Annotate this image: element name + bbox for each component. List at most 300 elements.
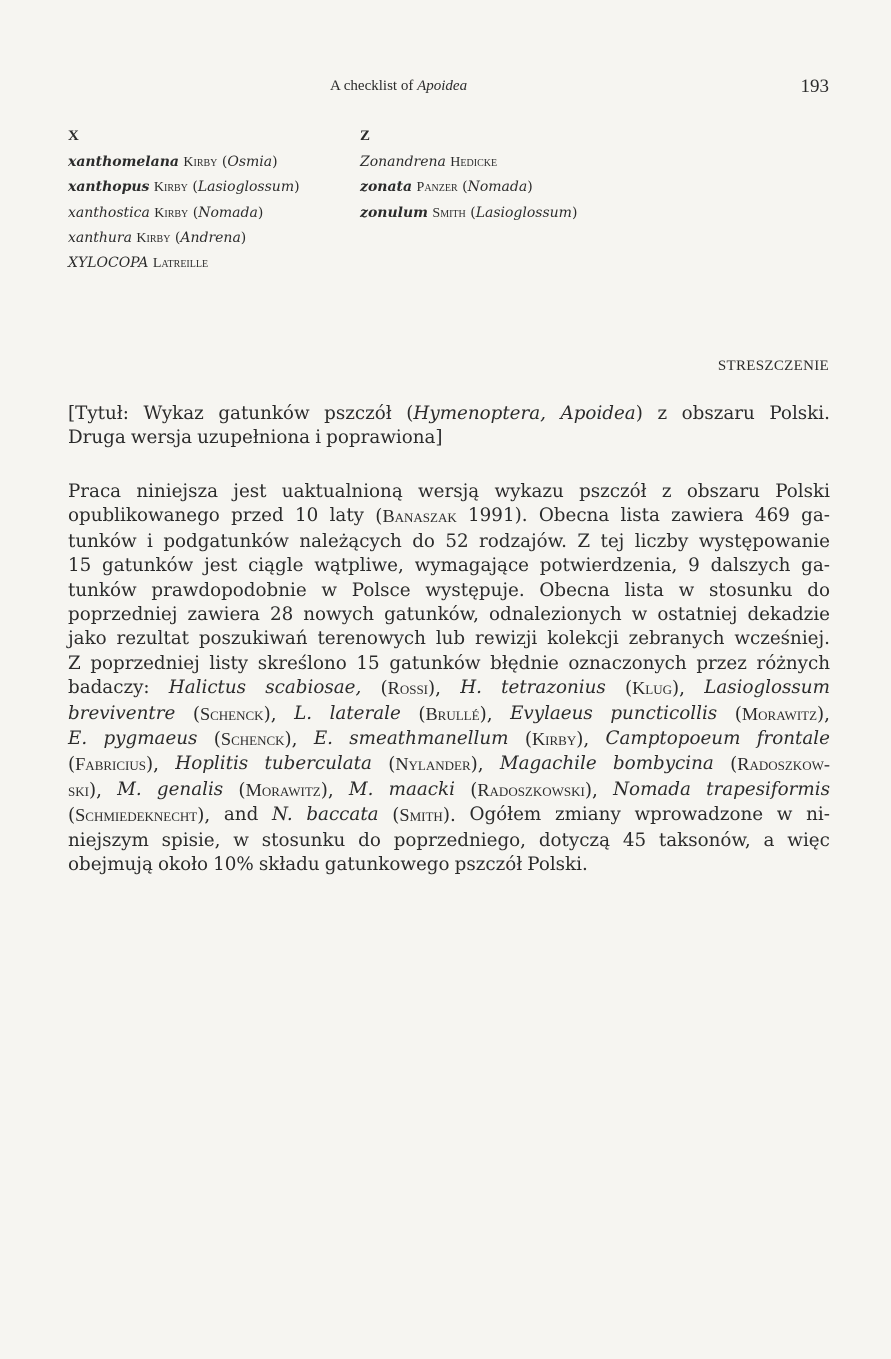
word: [568, 652, 686, 676]
word: [272, 803, 293, 828]
text-run: do: [412, 530, 435, 552]
text-run: ).: [442, 805, 456, 827]
word: [500, 752, 597, 777]
text-run: Polski.: [527, 854, 588, 876]
text-run: przed: [231, 505, 284, 527]
word: [375, 504, 456, 529]
section-letter: X: [68, 128, 79, 144]
word: [68, 829, 149, 853]
text-run: ciągle: [248, 555, 304, 577]
word: [632, 603, 648, 627]
word: [68, 554, 91, 578]
text-run: wprowadzone: [634, 804, 764, 826]
text-run: z: [657, 403, 668, 424]
word: [321, 579, 337, 603]
text-run: L.: [294, 702, 313, 724]
text-run: 45: [622, 829, 647, 851]
text-run: scabiosae,: [265, 677, 362, 699]
text-run: tetrazonius: [501, 677, 606, 699]
text-run: pszczół: [324, 403, 392, 424]
text-run: tunków: [68, 579, 137, 601]
text-line: [68, 554, 830, 578]
text-run: 28: [269, 604, 294, 626]
genus-name: Nomada: [198, 204, 258, 221]
word: [625, 579, 664, 603]
text-run: dotyczą: [538, 829, 610, 851]
word: [68, 480, 121, 504]
text-run: gatunków: [389, 652, 481, 674]
word: [494, 480, 563, 504]
text-run: ),: [146, 754, 159, 776]
word: [699, 530, 830, 554]
text-run: niniejsza: [136, 481, 219, 502]
author-name: Panzer: [416, 180, 458, 196]
word: [248, 554, 303, 578]
text-run: (: [380, 678, 388, 700]
checklist-column-x: [68, 124, 300, 276]
word: [330, 504, 364, 529]
word: [68, 803, 210, 828]
word: [469, 803, 541, 828]
text-line: [68, 853, 830, 877]
text-run: odnalezionych: [488, 604, 622, 626]
text-run: M.: [117, 778, 142, 800]
word: [68, 853, 153, 877]
text-line: [68, 402, 830, 426]
text-run: w: [776, 804, 793, 826]
word: [314, 554, 404, 578]
text-run: (: [213, 729, 221, 751]
word: [349, 727, 508, 752]
word: [613, 752, 714, 777]
word: [539, 504, 609, 529]
text-run: obejmują: [68, 854, 153, 876]
word: [231, 504, 284, 529]
text-run: N.: [272, 804, 293, 826]
text-run: 52: [445, 530, 469, 552]
text-run: (: [68, 754, 76, 776]
text-run: Kirby: [531, 729, 577, 750]
word: [682, 402, 755, 426]
text-run: Z: [68, 652, 81, 674]
word: [525, 727, 589, 752]
word: [735, 702, 830, 727]
word: [392, 803, 455, 828]
species-name: xanthomelana: [68, 154, 179, 171]
page-header: [0, 76, 891, 100]
text-run: ),: [584, 779, 598, 801]
word: [314, 727, 333, 752]
text-run: niejszym: [68, 829, 149, 851]
page-number: 193: [800, 76, 829, 97]
author-name: Smith: [432, 205, 466, 221]
text-run: uzupełniona: [197, 427, 311, 449]
word: [117, 778, 142, 803]
text-run: spisie,: [161, 829, 221, 851]
text-run: zawiera: [671, 505, 744, 527]
text-run: kolekcji: [547, 628, 619, 650]
text-run: Brullé: [425, 703, 480, 724]
text-run: Rossi: [387, 678, 429, 699]
text-run: stosunku: [709, 579, 793, 601]
text-run: genalis: [156, 778, 224, 800]
species-name: XYLOCOPA: [68, 255, 149, 272]
text-run: rezultat: [116, 628, 189, 650]
word: [807, 579, 830, 603]
text-run: ),: [284, 729, 298, 751]
text-run: ),: [88, 779, 102, 801]
word: [214, 727, 298, 752]
text-run: w: [631, 604, 648, 626]
text-run: w: [678, 579, 695, 601]
word: [315, 426, 321, 450]
text-run: zebranych: [628, 628, 725, 650]
text-run: Fabricius: [75, 754, 146, 775]
word: [629, 627, 725, 651]
word: [634, 803, 763, 828]
word: [436, 627, 465, 651]
text-run: Morawitz: [741, 703, 818, 724]
text-run: Wykaz: [143, 403, 204, 424]
abstract-heading: STRESZCZENIE: [717, 358, 829, 374]
word: [356, 652, 379, 676]
text-run: z: [661, 481, 672, 502]
text-run: do: [358, 829, 381, 851]
text-run: laterale: [329, 702, 401, 724]
word: [68, 778, 102, 803]
word: [349, 778, 374, 803]
word: [317, 627, 426, 651]
text-line: [68, 829, 830, 853]
text-run: w: [233, 829, 249, 851]
text-run: ),: [428, 678, 441, 700]
word: [224, 803, 258, 828]
text-run: a: [763, 829, 775, 851]
word: [539, 829, 610, 853]
word: [147, 530, 153, 554]
species-name: xanthopus: [68, 179, 150, 196]
text-run: E.: [68, 728, 88, 750]
text-run: poszukiwań: [198, 628, 308, 650]
word: [265, 752, 372, 777]
text-run: Smith: [399, 805, 443, 826]
text-run: H.: [460, 677, 482, 699]
text-run: frontale: [756, 728, 830, 750]
text-run: [Tytuł:: [68, 403, 129, 424]
word: [136, 480, 218, 504]
text-run: gatunków,: [384, 604, 479, 626]
word: [501, 676, 606, 701]
word: [162, 829, 221, 853]
text-run: ),: [479, 703, 493, 725]
text-run: ga-: [801, 505, 830, 527]
word: [68, 530, 137, 554]
word: [151, 579, 306, 603]
word: [621, 504, 660, 529]
text-run: błędnie: [490, 652, 559, 674]
author-name: Latreille: [152, 256, 209, 272]
text-run: (: [734, 703, 742, 725]
word: [769, 402, 830, 426]
word: [103, 727, 197, 752]
text-run: ): [635, 403, 643, 424]
word: [687, 480, 760, 504]
word: [757, 727, 830, 752]
word: [324, 402, 392, 426]
text-run: M.: [348, 778, 374, 800]
word: [657, 402, 667, 426]
word: [68, 702, 175, 727]
text-run: Camptopoeum: [605, 728, 741, 750]
text-line: [68, 579, 830, 603]
word: [325, 853, 450, 877]
running-title-prefix: A checklist of: [330, 78, 418, 94]
word: [764, 829, 775, 853]
text-run: 10%: [213, 854, 254, 876]
word: [282, 480, 403, 504]
text-run: (: [524, 729, 532, 751]
word: [756, 652, 830, 676]
text-run: ni-: [806, 804, 830, 826]
word: [238, 778, 333, 803]
word: [265, 676, 361, 701]
text-run: maacki: [388, 778, 455, 800]
text-run: wcześniej.: [734, 628, 830, 650]
word: [801, 504, 830, 529]
text-run: 15: [356, 652, 380, 674]
text-run: (: [392, 805, 400, 827]
text-run: Polsce: [351, 579, 411, 601]
text-run: Polski: [775, 481, 830, 502]
text-run: ),: [263, 703, 277, 725]
text-run: oznaczonych: [568, 652, 687, 674]
text-run: jako: [68, 628, 107, 650]
text-run: opublikowanego: [68, 505, 220, 527]
word: [539, 579, 609, 603]
word: [199, 627, 308, 651]
author-name: Kirby: [154, 205, 189, 221]
word: [406, 402, 546, 426]
word: [68, 676, 150, 701]
word: [262, 829, 346, 853]
checklist-entry: [68, 251, 300, 276]
species-name: zonata: [360, 179, 413, 196]
word: [218, 402, 309, 426]
word: [468, 504, 527, 529]
word: [787, 829, 830, 853]
text-run: pszczół: [454, 854, 523, 876]
text-run: Halictus: [168, 677, 247, 699]
checklist-entry: xanthopus Kirby (Lasioglossum): [68, 179, 300, 196]
word: [623, 829, 646, 853]
word: [659, 829, 751, 853]
text-run: należących: [299, 530, 402, 552]
word: [730, 752, 830, 777]
text-run: lista: [624, 579, 664, 601]
text-run: wersją: [418, 481, 480, 502]
text-run: dekadzie: [747, 604, 830, 626]
species-name: Zonandrena: [360, 154, 446, 171]
text-run: (: [68, 805, 76, 827]
word: [600, 530, 624, 554]
text-run: wymagające: [414, 555, 529, 577]
word: [679, 579, 695, 603]
text-run: wykazu: [494, 481, 564, 502]
text-line: [68, 676, 830, 701]
word: [734, 627, 830, 651]
checklist-entry: zonulum Smith (Lasioglossum): [360, 204, 578, 221]
word: [460, 676, 482, 701]
text-run: (: [624, 678, 633, 700]
text-run: Praca: [68, 481, 122, 502]
word: [68, 752, 159, 777]
word: [233, 480, 266, 504]
word: [270, 603, 293, 627]
text-run: Schenck: [220, 729, 285, 750]
text-run: do: [807, 579, 830, 601]
text-run: Ogółem: [469, 804, 542, 826]
text-run: uaktualnioną: [281, 481, 403, 502]
checklist-column-z: [360, 124, 577, 226]
text-run: występuje.: [425, 579, 525, 601]
word: [704, 676, 830, 701]
text-run: trapesiformis: [706, 778, 830, 800]
genus-name: Andrena: [180, 229, 241, 246]
text-run: Z: [577, 530, 591, 552]
word: [68, 504, 220, 529]
word: [445, 530, 468, 554]
word: [197, 426, 310, 450]
word: [295, 504, 318, 529]
text-run: w: [321, 579, 338, 601]
text-run: tej: [600, 530, 625, 552]
word: [68, 402, 129, 426]
word: [388, 752, 483, 777]
text-run: smeathmanellum: [349, 728, 509, 750]
author-name: Hedicke: [450, 155, 498, 171]
genus-name: Lasioglossum: [197, 179, 295, 196]
word: [671, 504, 743, 529]
text-run: Nomada: [613, 778, 691, 800]
word: [306, 803, 378, 828]
text-line: [68, 426, 830, 450]
text-run: breviventre: [68, 702, 176, 724]
author-name: Kirby: [183, 155, 218, 171]
text-run: lub: [435, 628, 466, 650]
text-run: wersja: [130, 427, 193, 449]
abstract-title: [68, 402, 830, 451]
text-run: gatunków: [102, 555, 194, 577]
checklist-entry: xanthostica Kirby (Nomada): [68, 204, 264, 221]
text-run: Banaszak: [382, 506, 457, 527]
word: [747, 603, 830, 627]
word: [193, 702, 277, 727]
text-run: Hymenoptera,: [413, 403, 546, 424]
author-name: Kirby: [136, 230, 171, 246]
text-run: 15: [68, 555, 92, 577]
word: [510, 702, 593, 727]
text-run: Magachile: [499, 753, 597, 775]
genus-name: Lasioglossum: [475, 204, 572, 221]
word: [579, 480, 647, 504]
text-run: 10: [295, 505, 319, 527]
word: [259, 853, 320, 877]
word: [613, 778, 691, 803]
word: [175, 752, 248, 777]
word: [775, 480, 830, 504]
text-run: listy: [209, 652, 249, 674]
text-run: poprawiona]: [326, 427, 443, 449]
word: [777, 803, 793, 828]
text-run: (: [470, 779, 478, 801]
text-run: jest: [233, 481, 267, 502]
text-run: lista: [620, 505, 660, 527]
text-run: (: [418, 703, 426, 725]
text-run: zmiany: [554, 804, 621, 826]
text-run: zawiera: [187, 604, 260, 626]
word: [801, 554, 830, 578]
species-name: xanthura: [68, 229, 132, 246]
text-run: i: [315, 427, 322, 449]
text-run: Radoszkow-: [737, 754, 830, 775]
word: [131, 426, 192, 450]
word: [326, 426, 442, 450]
word: [187, 603, 259, 627]
running-title: [330, 78, 467, 95]
text-run: dalszych: [710, 555, 791, 577]
text-run: skreślono: [257, 652, 347, 674]
word: [258, 652, 347, 676]
word: [806, 803, 830, 828]
text-run: około: [157, 854, 209, 876]
word: [555, 803, 621, 828]
text-run: puncticollis: [610, 702, 718, 724]
checklist-entry: xanthura Kirby (Andrena): [68, 229, 247, 246]
text-run: terenowych: [317, 628, 426, 650]
text-line: [68, 752, 830, 777]
text-run: (: [192, 703, 200, 725]
word: [102, 554, 193, 578]
word: [157, 778, 223, 803]
word: [706, 778, 830, 803]
word: [418, 702, 492, 727]
word: [381, 676, 441, 701]
word: [711, 554, 791, 578]
text-line: [68, 603, 830, 627]
text-run: ),: [470, 754, 484, 776]
word: [657, 603, 737, 627]
word: [418, 480, 479, 504]
word: [209, 652, 248, 676]
word: [68, 652, 81, 676]
text-run: Druga: [68, 427, 126, 449]
text-run: Schmiedeknecht: [75, 805, 198, 826]
word: [299, 530, 401, 554]
text-run: ),: [672, 678, 685, 700]
word: [352, 579, 411, 603]
word: [213, 853, 254, 877]
word: [394, 829, 526, 853]
word: [68, 579, 137, 603]
text-line: [68, 652, 830, 676]
text-run: występowanie: [698, 530, 830, 552]
text-run: ),: [817, 703, 830, 725]
text-run: 1991).: [468, 505, 528, 527]
word: [696, 652, 747, 676]
text-run: Obecna: [539, 579, 610, 601]
text-run: gatunków: [218, 403, 310, 424]
text-run: rodzajów.: [479, 530, 567, 552]
